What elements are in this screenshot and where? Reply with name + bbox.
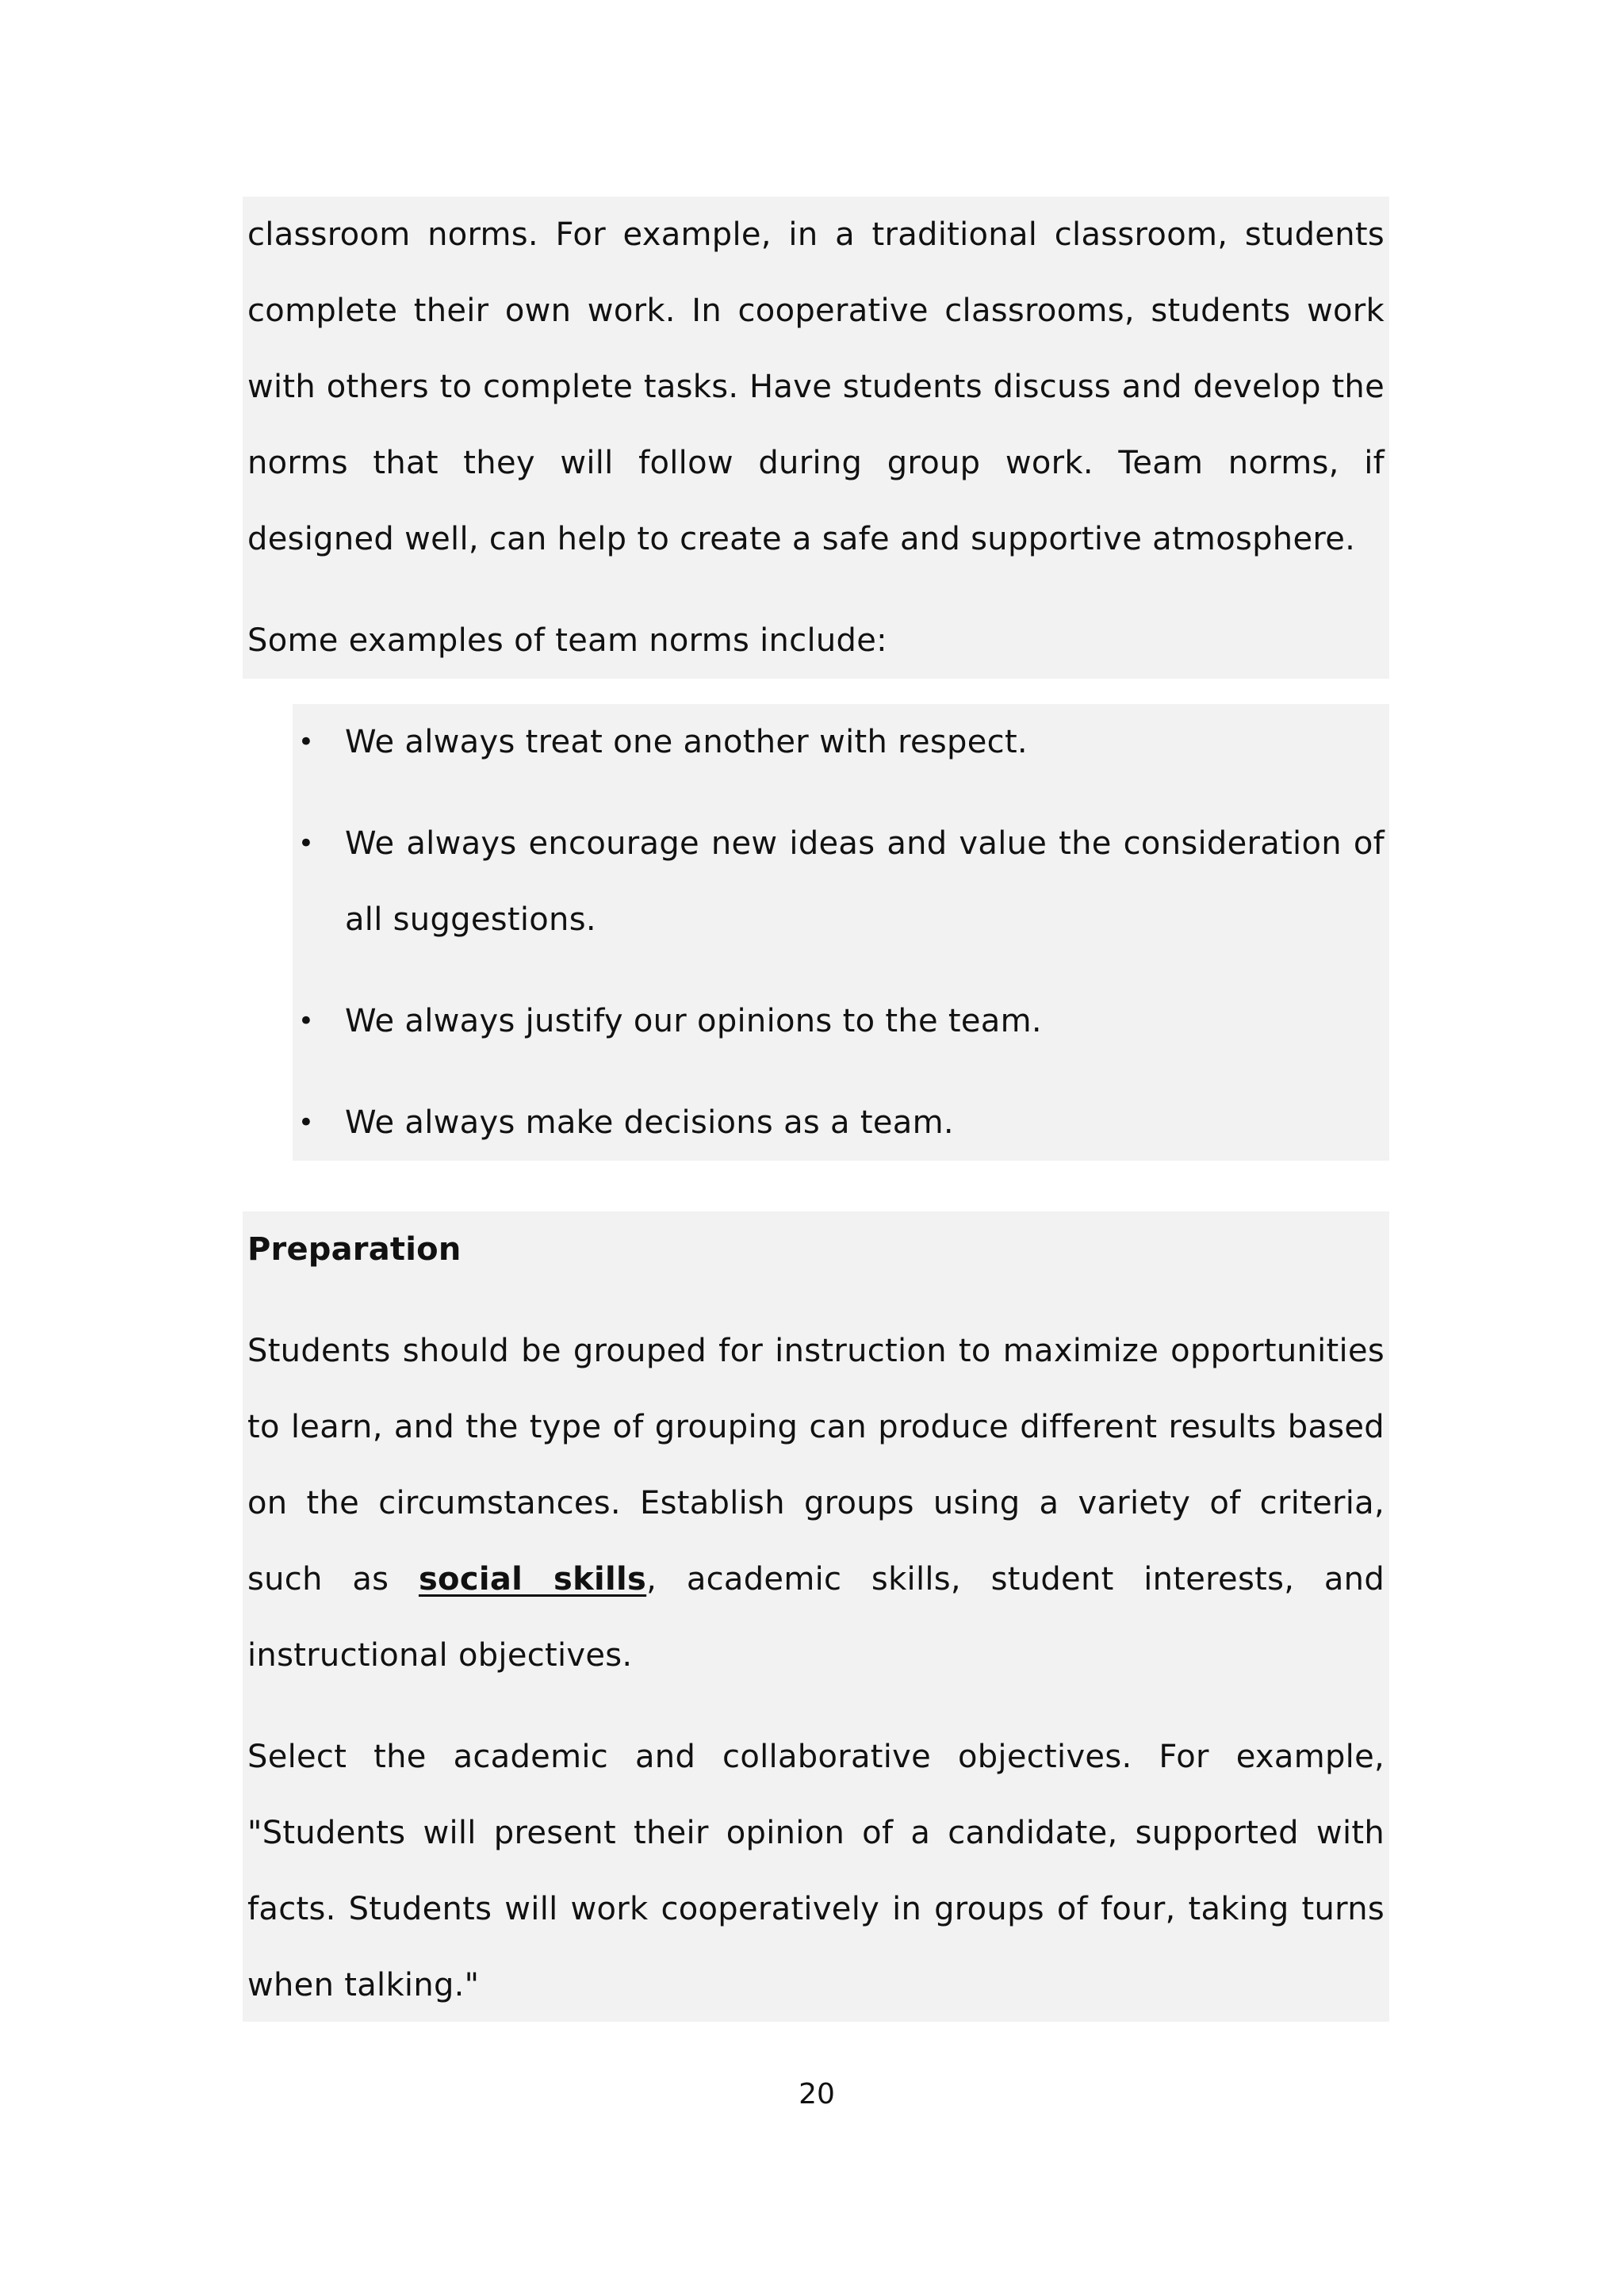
classroom-norms-paragraph: classroom norms. For example, in a traditional classroom, students complete their own work. In cooperative classrooms, students work with others to complete tasks. Have students discuss and develop the norms that they will follow during group work. Team norms, if designed well, can help to create a safe and supportive atmosphere. [247,216,1385,557]
bullet-icon: • [297,726,315,758]
list-item-text: We always make decisions as a team. [345,1104,954,1141]
team-norms-list-section [293,704,1389,1161]
list-item [293,704,1389,780]
bullet-icon: • [297,828,315,859]
social-skills-link[interactable]: social skills [418,1561,647,1598]
bullet-icon: • [297,1005,315,1037]
list-item [293,1085,1389,1161]
team-norms-list [293,704,1389,1161]
bullet-icon: • [297,1107,315,1138]
preparation-heading: Preparation [247,1231,462,1268]
objectives-paragraph: Select the academic and collaborative objectives. For example, "Students will present their opinion of a candidate, supported with facts. Students will work cooperatively in groups of four, taking turns when talking." [247,1739,1385,2003]
grouping-paragraph [247,1313,1385,1693]
list-item [293,806,1389,958]
list-item [293,983,1389,1059]
list-item-text: We always justify our opinions to the team. [345,1003,1042,1039]
list-item-text: We always encourage new ideas and value the consideration of all suggestions. [345,825,1385,938]
grouping-text-before-link: Students should be grouped for instruction to maximize opportunities to learn, and the type of grouping can produce different results based on the circumstances. Establish groups using a variety of criteria, such as [247,1333,1385,1598]
team-norms-intro: Some examples of team norms include: [247,622,887,659]
list-item-text: We always treat one another with respect. [345,724,1028,760]
intro-section [243,197,1389,679]
preparation-section [243,1211,1389,2022]
grouping-text-after-link: , academic skills, student interests, and instructional objectives. [247,1561,1385,1674]
page-number: 20 [799,2078,835,2110]
